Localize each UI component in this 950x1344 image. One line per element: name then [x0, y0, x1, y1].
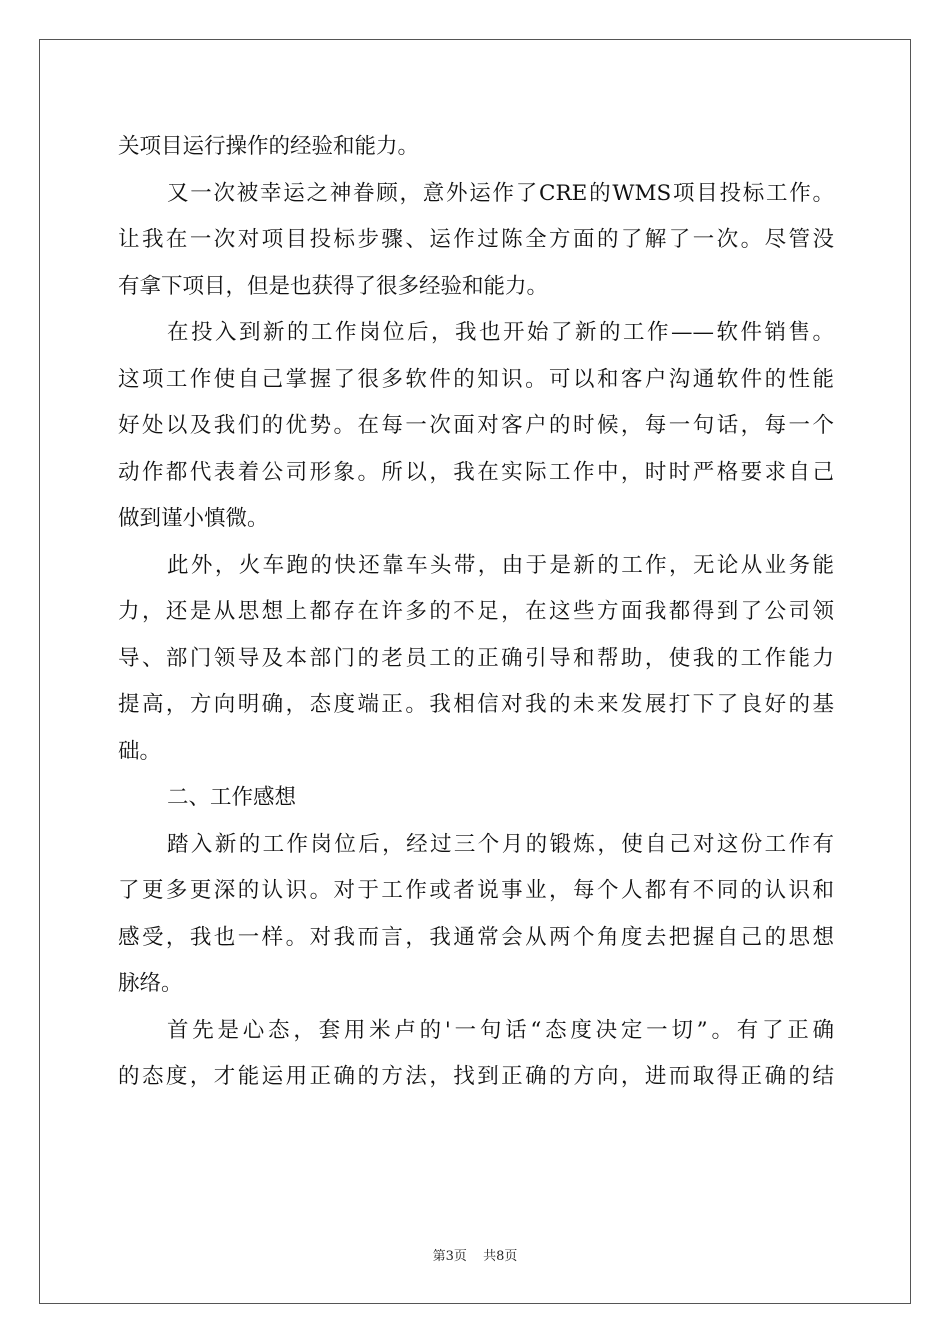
- text-line: 导、部门领导及本部门的老员工的正确引导和帮助，使我的工作能力: [118, 645, 834, 671]
- text-line: 这项工作使自己掌握了很多软件的知识。可以和客户沟通软件的性能: [118, 366, 834, 392]
- text-line: 提高，方向明确，态度端正。我相信对我的未来发展打下了良好的基: [118, 692, 834, 717]
- document-body: [118, 128, 834, 1105]
- text-line: 力，还是从思想上都存在许多的不足，在这些方面我都得到了公司领: [118, 599, 834, 624]
- text-line: 做到谨小慎微。: [118, 506, 269, 531]
- text-line: 好处以及我们的优势。在每一次面对客户的时候，每一句话，每一个: [118, 413, 834, 438]
- text-line: 的态度，才能运用正确的方法，找到正确的方向，进而取得正确的结: [118, 1064, 834, 1089]
- text-line: 关项目运行操作的经验和能力。: [118, 134, 420, 159]
- text-line: 础。: [118, 738, 162, 764]
- text-line: 动作都代表着公司形象。所以，我在实际工作中，时时严格要求自己: [118, 459, 834, 485]
- text-line: 踏入新的工作岗位后，经过三个月的锻炼，使自己对这份工作有: [167, 831, 834, 857]
- section-heading: 二、工作感想: [167, 785, 297, 810]
- text-line: 此外，火车跑的快还靠车头带，由于是新的工作，无论从业务能: [167, 552, 834, 578]
- text-line: 让我在一次对项目投标步骤、运作过陈全方面的了解了一次。尽管没: [118, 227, 834, 252]
- text-line: 了更多更深的认识。对于工作或者说事业，每个人都有不同的认识和: [118, 878, 834, 903]
- text-line: 首先是心态，套用米卢的'一句话“态度决定一切”。有了正确: [167, 1017, 834, 1043]
- text-line: 脉络。: [118, 971, 183, 996]
- text-line: 又一次被幸运之神眷顾，意外运作了CRE的WMS项目投标工作。: [167, 180, 834, 206]
- text-line: 有拿下项目，但是也获得了很多经验和能力。: [118, 273, 549, 299]
- text-line: 感受，我也一样。对我而言，我通常会从两个角度去把握自己的思想: [118, 924, 834, 950]
- page-footer: [0, 1245, 950, 1264]
- text-line: 在投入到新的工作岗位后，我也开始了新的工作——软件销售。: [167, 320, 834, 345]
- page-number: 第3页: [432, 1249, 467, 1264]
- page-total: 共8页: [483, 1249, 518, 1264]
